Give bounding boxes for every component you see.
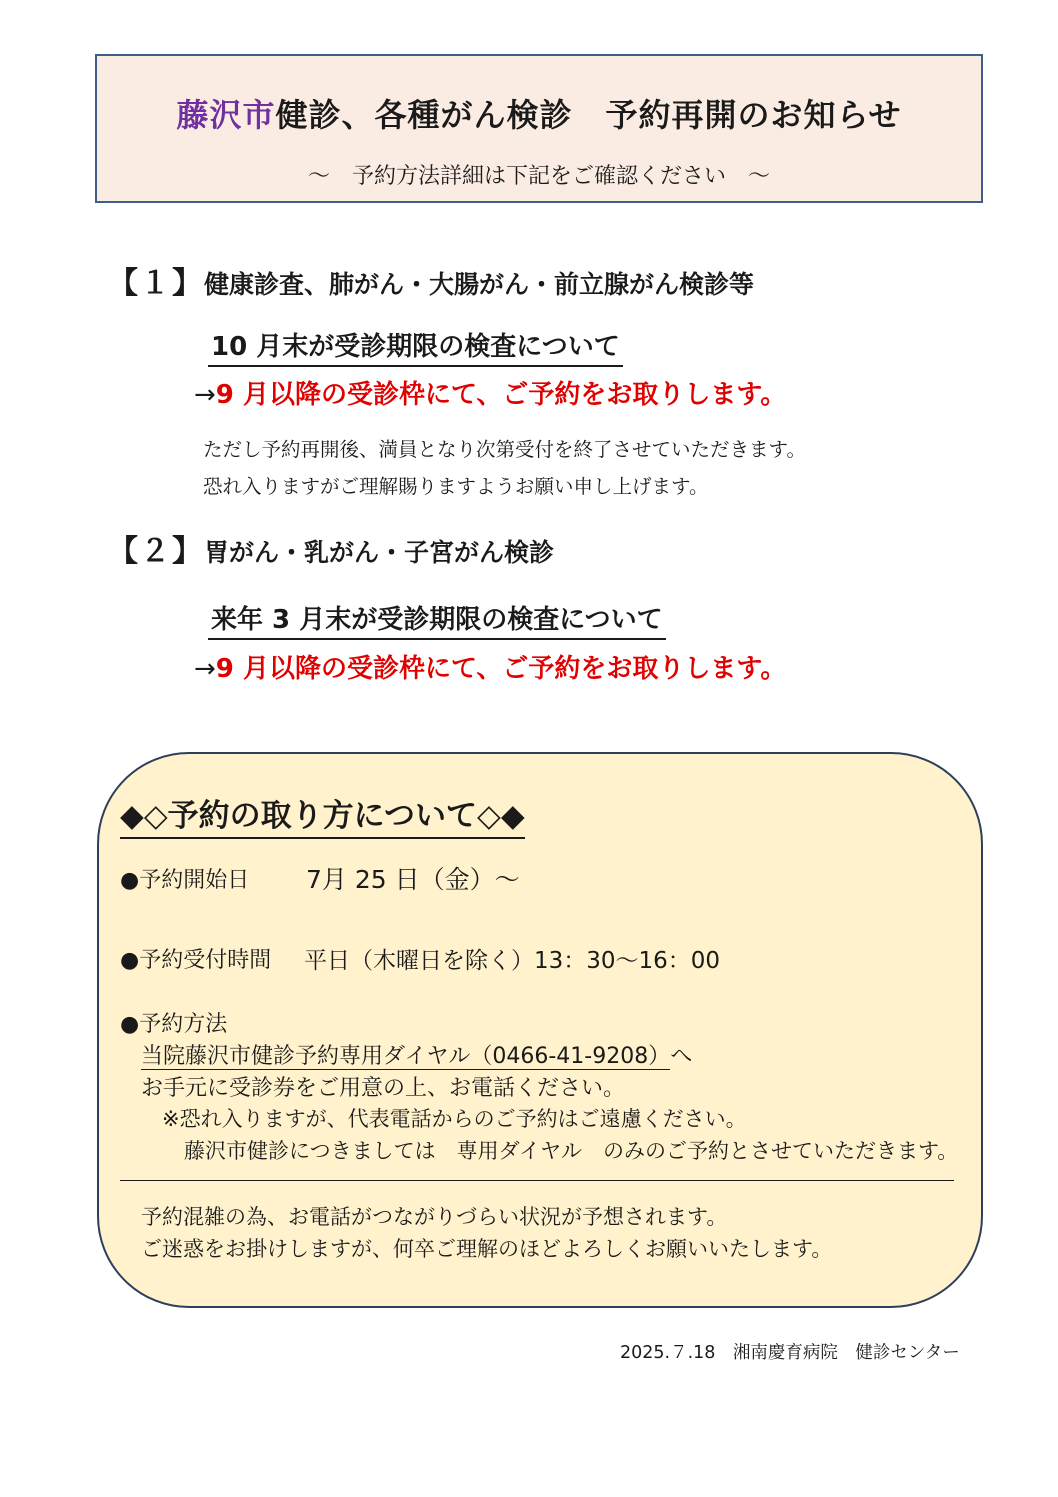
section1-bracket: 【１】 xyxy=(108,266,204,301)
method-note2: 藤沢市健診につきましては 専用ダイヤル のみのご予約とさせていただきます。 xyxy=(184,1139,959,1163)
start-date-value: 7月 25 日（金）～ xyxy=(306,865,520,894)
section1-subheading: 10 月末が受診期限の検査について xyxy=(208,326,623,367)
method-line1-suffix: へ xyxy=(670,1044,693,1069)
title-rest: 健診、各種がん検診 予約再開のお知らせ xyxy=(275,96,902,134)
section1-red-text: 9 月以降の受診枠にて、ご予約をお取りします。 xyxy=(215,380,787,410)
section1-heading xyxy=(108,258,754,302)
section1-red-line xyxy=(194,374,786,411)
page-subtitle: ～ 予約方法詳細は下記をご確認ください ～ xyxy=(307,164,770,189)
hours-value: 平日（木曜日を除く）13：30～16：00 xyxy=(304,948,721,974)
section2-heading xyxy=(108,526,554,570)
section1-arrow: → xyxy=(194,380,216,410)
section1-note2: 恐れ入りますがご理解賜りますようお願い申し上げます。 xyxy=(203,475,709,498)
reservation-phone-link[interactable]: 当院藤沢市健診予約専用ダイヤル（0466-41-9208） xyxy=(141,1044,671,1069)
closing-line2: ご迷惑をお掛けしますが、何卒ご理解のほどよろしくお願いいたします。 xyxy=(141,1237,833,1261)
method-line2: お手元に受診券をご用意の上、お電話ください。 xyxy=(141,1076,626,1101)
start-date-label: ●予約開始日 xyxy=(120,868,250,893)
section2-subheading: 来年 3 月末が受診期限の検査について xyxy=(208,599,666,640)
section2-arrow: → xyxy=(194,654,216,684)
title-city: 藤沢市 xyxy=(176,96,276,134)
page-title xyxy=(97,90,981,136)
hours-label: ●予約受付時間 xyxy=(120,948,272,973)
section2-heading-text: 胃がん・乳がん・子宮がん検診 xyxy=(204,538,555,567)
section2-bracket: 【２】 xyxy=(108,534,204,569)
header-box xyxy=(95,54,983,203)
section1-note1: ただし予約再開後、満員となり次第受付を終了させていただきます。 xyxy=(203,438,806,461)
info-title: ◆◇予約の取り方について◇◆ xyxy=(120,790,525,839)
info-divider xyxy=(120,1180,954,1181)
section1-heading-text: 健康診査、肺がん・大腸がん・前立腺がん検診等 xyxy=(204,270,755,299)
method-note1: ※恐れ入りますが、代表電話からのご予約はご遠慮ください。 xyxy=(162,1107,747,1131)
footer-signature: 2025.７.18 湘南慶育病院 健診センター xyxy=(620,1343,960,1363)
section2-red-text: 9 月以降の受診枠にて、ご予約をお取りします。 xyxy=(215,654,787,684)
closing-line1: 予約混雑の為、お電話がつながりづらい状況が予想されます。 xyxy=(141,1205,728,1229)
section2-red-line xyxy=(194,648,786,685)
method-label: ●予約方法 xyxy=(120,1012,228,1037)
method-line1 xyxy=(141,1039,692,1070)
